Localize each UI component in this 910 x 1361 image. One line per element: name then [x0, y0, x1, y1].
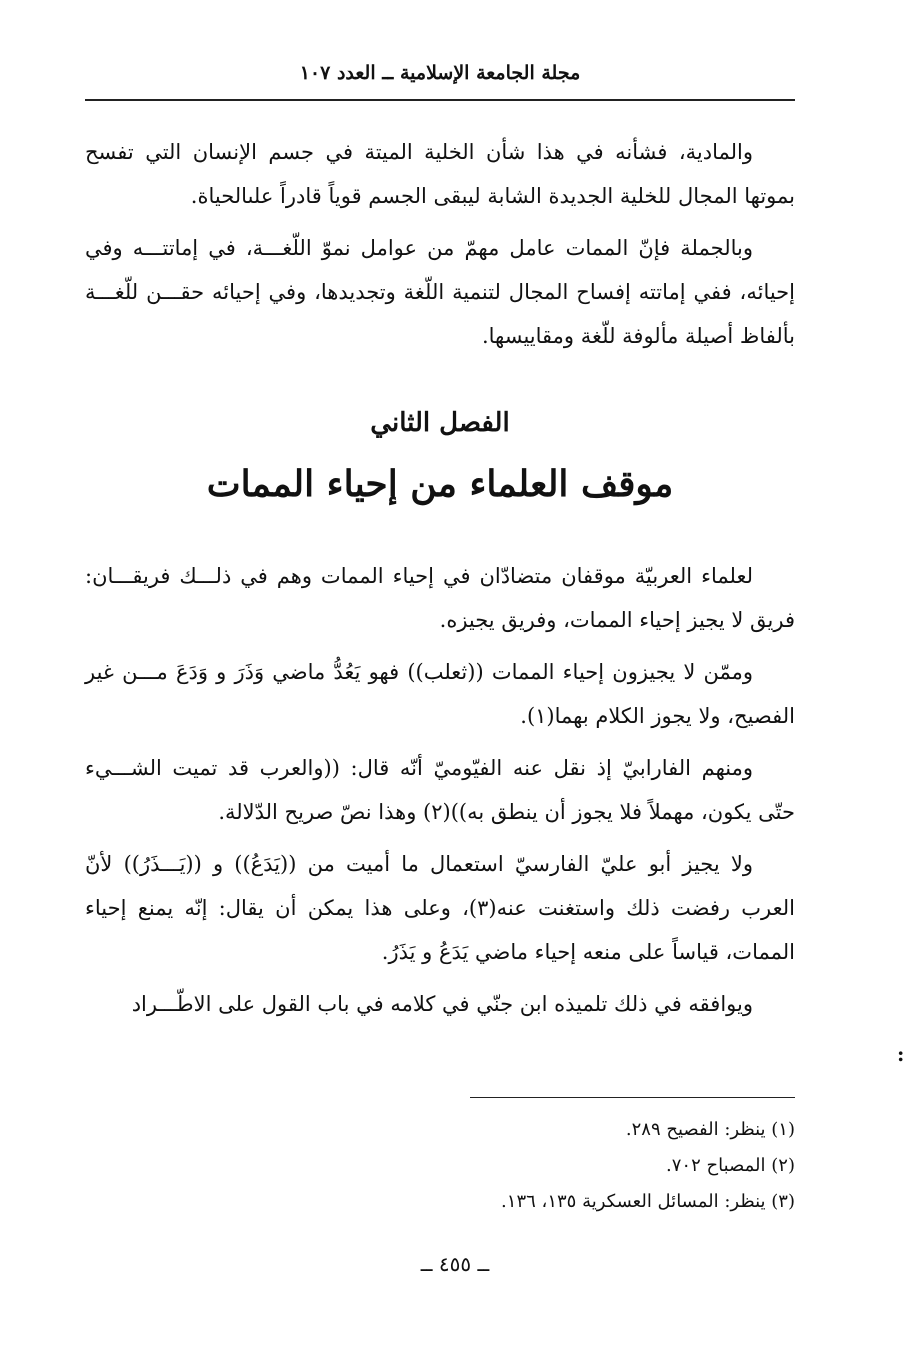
paragraph-7: ويوافقه في ذلك تلميذه ابن جنّي في كلامه في باب القول على الاطّـــراد	[131, 992, 753, 1016]
paragraph-2: وبالجملة فإنّ الممات عامل مهمّ من عوامل نموّ اللّغـــة، في إماتتـــه وفي إحيائه، ففي إماتته إفساح المجال لتنمية اللّغة وتجديدها، وفي إحيائه حقـــن للّغـــة بألفاظ أصيلة مألوفة للّغة ومقاييسها.	[85, 236, 795, 348]
footnote-3: (٣) ينظر: المسائل العسكرية ١٣٥، ١٣٦.	[501, 1191, 795, 1212]
page-number: ــ ٤٥٥ ــ	[420, 1252, 490, 1276]
footnote-2: (٢) المصباح ٧٠٢.	[666, 1155, 795, 1176]
header-divider	[85, 99, 795, 101]
chapter-label: الفصل الثاني	[370, 408, 510, 438]
paragraph-3: لعلماء العربيّة موقفان متضادّان في إحياء الممات وهم في ذلـــك فريقـــان: فريق لا يجيز إحياء الممات، وفريق يجيزه.	[85, 564, 795, 632]
footnote-divider	[470, 1097, 795, 1098]
chapter-title: موقف العلماء من إحياء الممات	[206, 463, 674, 505]
paragraph-5: ومنهم الفارابيّ إذ نقل عنه الفيّوميّ أنّه قال: ((والعرب قد تميت الشـــيء حتّى يكون، مهملاً فلا يجوز أن ينطق به))(٢) وهذا نصّ صريح الدّلالة.	[85, 756, 795, 824]
body-text	[85, 130, 795, 1034]
paragraph-4: وممّن لا يجيزون إحياء الممات ((ثعلب)) فهو يَعُدُّ ماضي وَذَرَ و وَدَعَ مـــن غير الفصيح، ولا يجوز الكلام بهما(١).	[85, 660, 795, 728]
paragraph-1: والمادية، فشأنه في هذا شأن الخلية الميتة في جسم الإنسان التي تفسح بموتها المجال للخلية الجديدة الشابة ليبقى الجسم قوياً قادراً علىالحياة.	[85, 140, 795, 208]
margin-mark: :	[897, 1042, 905, 1066]
running-header: مجلة الجامعة الإسلامية ــ العدد ١٠٧	[299, 62, 581, 84]
footnote-1: (١) ينظر: الفصيح ٢٨٩.	[625, 1119, 795, 1140]
paragraph-6: ولا يجيز أبو عليّ الفارسيّ استعمال ما أميت من ((يَدَعُ)) و ((يَـــذَرُ)) لأنّ العرب رفضت ذلك واستغنت عنه(٣)، وعلى هذا يمكن أن يقال: إنّه يمنع إحياء الممات، قياساً على منعه إحياء ماضي يَدَعُ و يَذَرُ.	[85, 852, 795, 964]
footnotes	[85, 1112, 795, 1220]
